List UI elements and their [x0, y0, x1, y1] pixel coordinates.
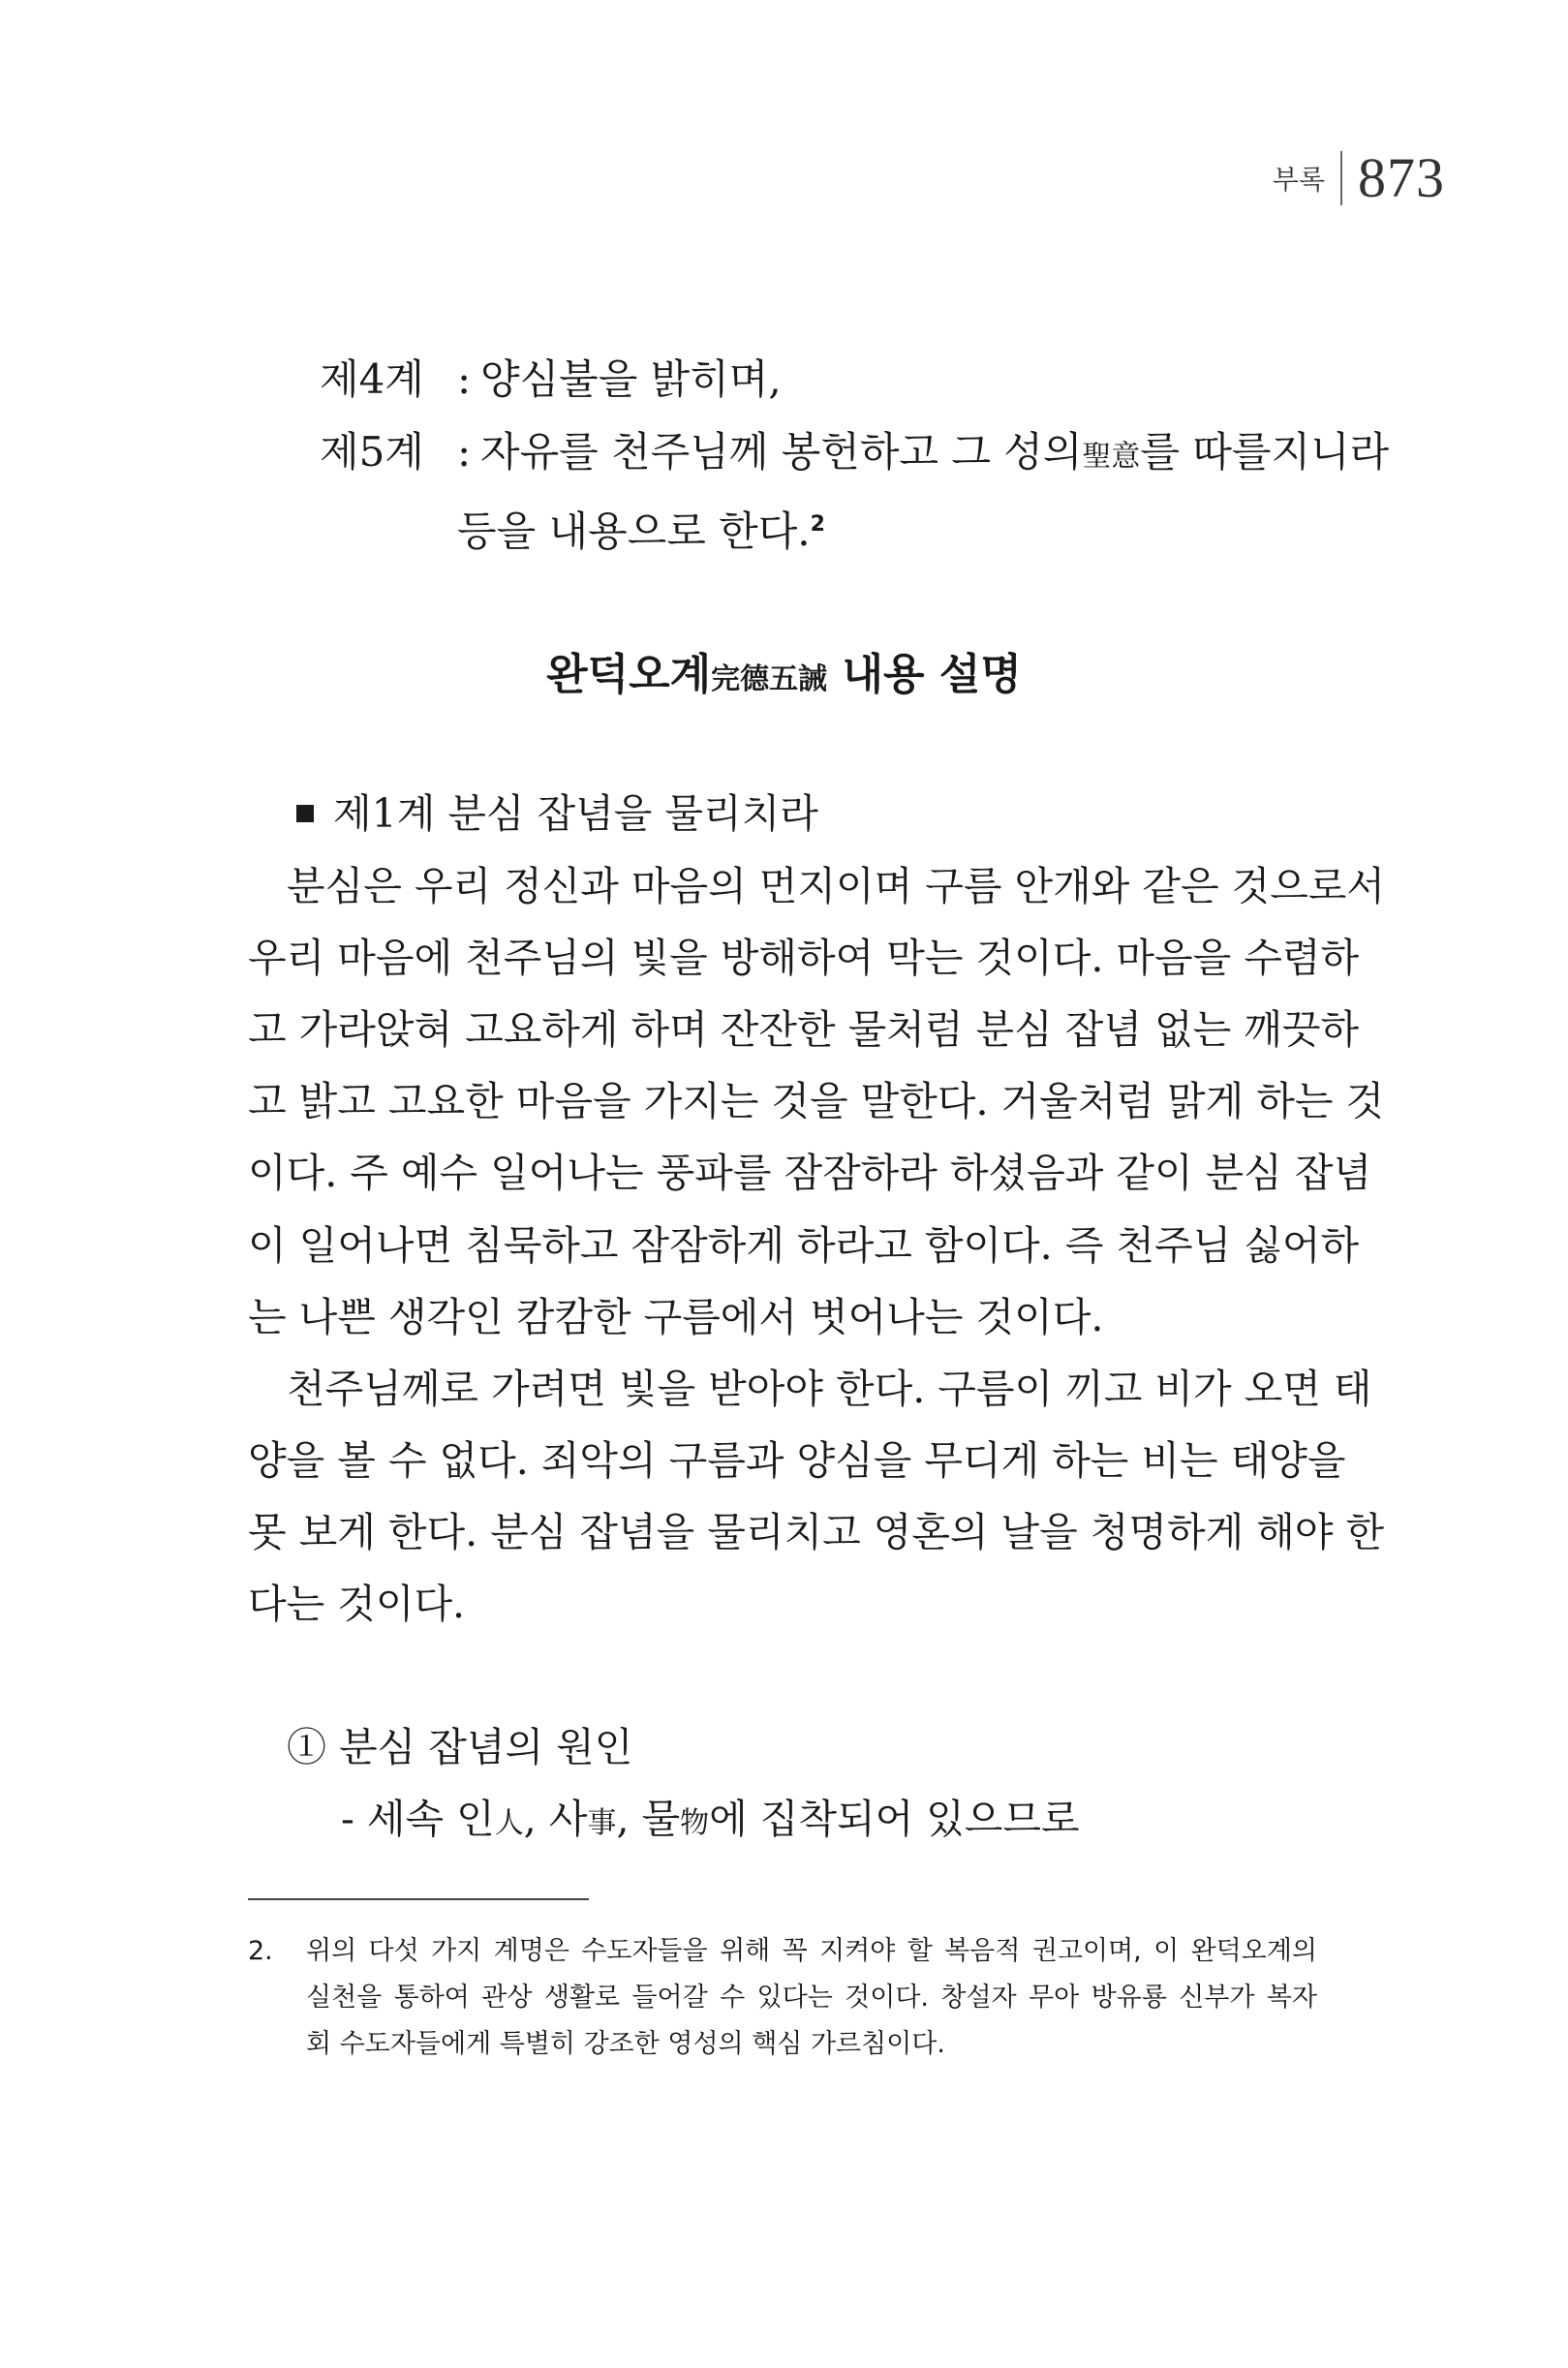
page-number: 873 [1358, 146, 1445, 209]
item-detail [341, 1790, 1080, 1853]
paragraph-line: 고 밝고 고요한 마음을 가지는 것을 말한다. 거울처럼 맑게 하는 것 [248, 1078, 1385, 1124]
subheading-text: 제1계 분심 잡념을 물리치라 [333, 790, 818, 837]
section-title: 부록 [1272, 163, 1325, 196]
rule-text: 양심불을 밝히며, [480, 355, 782, 403]
detail-hanja: 人 [494, 1806, 524, 1840]
rules-conclusion-text: 등을 내용으로 한다. [457, 507, 811, 555]
rules-conclusion [457, 496, 825, 561]
detail-text: 에 집착되어 있으므로 [709, 1796, 1080, 1842]
footnote-line: 실천을 통하여 관상 생활로 들어갈 수 있다는 것이다. 창설자 무아 방유룡 신부가 복자 [306, 1983, 1317, 2013]
header-divider [1340, 151, 1342, 205]
footnote-divider [248, 1898, 589, 1900]
detail-text: , 물 [616, 1796, 681, 1842]
rule-colon: : [457, 428, 472, 476]
rule-colon: : [457, 355, 472, 403]
detail-hanja: 物 [680, 1806, 710, 1840]
paragraph-line: 이 일어나면 침묵하고 잠잠하게 하라고 함이다. 즉 천주님 싫어하 [248, 1222, 1360, 1269]
detail-text: , 사 [523, 1796, 588, 1842]
rule-5 [320, 423, 1389, 486]
bullet-square-icon [296, 805, 314, 822]
paragraph-line: 분심은 우리 정신과 마음의 먼지이며 구름 안개와 같은 것으로서 [287, 863, 1386, 909]
heading-rest: 내용 설명 [842, 650, 1022, 699]
footnote-line: 회 수도자들에게 특별히 강조한 영성의 핵심 가르침이다. [306, 2029, 945, 2059]
rule-text: 자유를 천주님께 봉헌하고 그 성의 [480, 428, 1083, 476]
paragraph-line: 못 보게 한다. 분심 잡념을 물리치고 영혼의 날을 청명하게 해야 한 [248, 1509, 1385, 1555]
paragraph-line: 이다. 주 예수 일어나는 풍파를 잠잠하라 하셨음과 같이 분심 잡념 [248, 1150, 1372, 1196]
paragraph-line: 양을 볼 수 없다. 죄악의 구름과 양심을 무디게 하는 비는 태양을 [248, 1437, 1346, 1484]
paragraph-line: 우리 마음에 천주님의 빛을 방해하여 막는 것이다. 마음을 수렴하 [248, 935, 1360, 981]
paragraph-line: 는 나쁜 생각인 캄캄한 구름에서 벗어나는 것이다. [248, 1294, 1104, 1340]
rule-4 [320, 351, 782, 409]
section-heading [0, 639, 1568, 701]
rule-label: 제4계 [320, 355, 424, 403]
paragraph-line: 다는 것이다. [248, 1581, 466, 1627]
heading-korean: 완덕오계 [546, 650, 712, 699]
footnote-line: 위의 다섯 가지 계명은 수도자들을 위해 꼭 지켜야 할 복음적 권고이며, 이 완덕오계의 [306, 1936, 1317, 1966]
detail-text: 세속 인 [366, 1796, 495, 1842]
footnote-number: 2. [248, 1936, 273, 1966]
footnote-marker: 2 [810, 512, 825, 537]
heading-hanja: 完德五誡 [711, 662, 828, 696]
rule-text-after: 를 따를지니라 [1140, 428, 1390, 476]
rule-label: 제5계 [320, 428, 424, 476]
running-header [1273, 145, 1445, 210]
rule-hanja: 聖意 [1082, 440, 1141, 474]
subheading [296, 784, 818, 843]
detail-dash: - [341, 1796, 354, 1842]
paragraph-line: 천주님께로 가려면 빛을 받아야 한다. 구름이 끼고 비가 오면 태 [287, 1366, 1372, 1412]
detail-hanja: 事 [587, 1806, 617, 1840]
numbered-item: ① 분심 잡념의 원인 [287, 1724, 633, 1770]
paragraph-line: 고 가라앉혀 고요하게 하며 잔잔한 물처럼 분심 잡념 없는 깨끗하 [248, 1006, 1360, 1053]
